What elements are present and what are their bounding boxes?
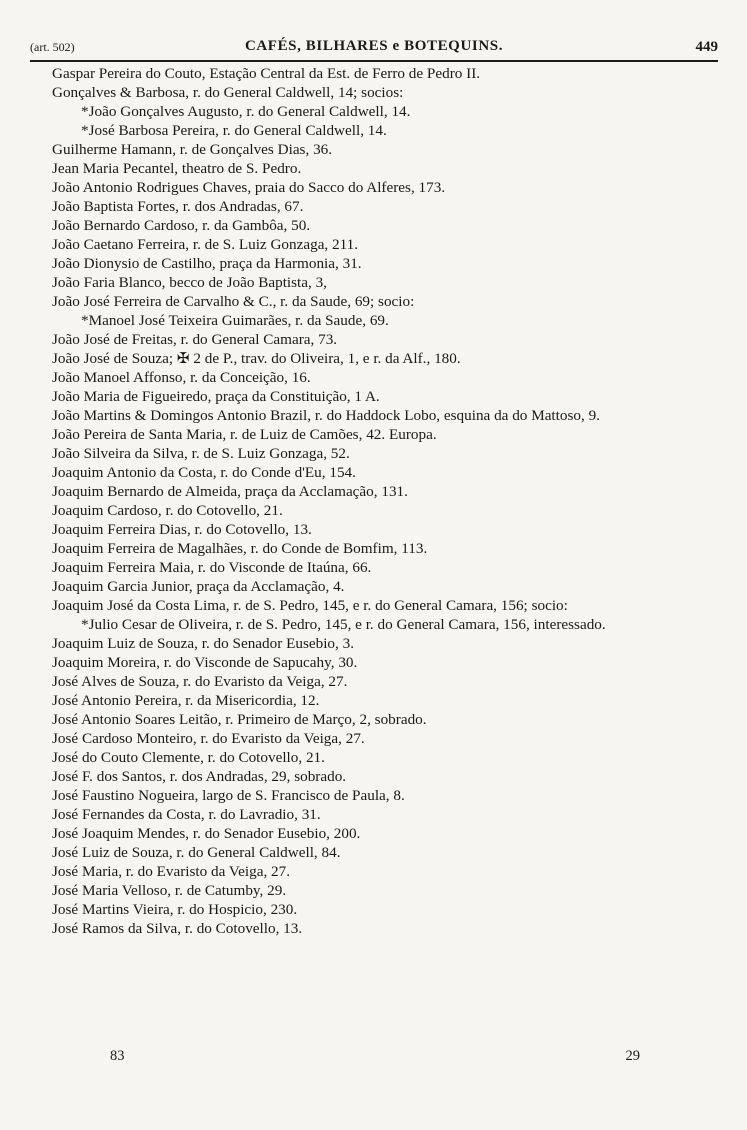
partner-entry: *José Barbosa Pereira, r. do General Caldwell, 14. [81, 122, 387, 139]
directory-entry: José do Couto Clemente, r. do Cotovello, 21. [52, 749, 325, 766]
directory-entry: José Cardoso Monteiro, r. do Evaristo da Veiga, 27. [52, 730, 365, 747]
directory-entry: Jean Maria Pecantel, theatro de S. Pedro. [52, 160, 302, 177]
directory-entry: Joaquim Antonio da Costa, r. do Conde d'Eu, 154. [52, 464, 356, 481]
page-footer [110, 1048, 640, 1070]
directory-entry: Joaquim Garcia Junior, praça da Acclamação, 4. [52, 578, 345, 595]
directory-entry: José Antonio Soares Leitão, r. Primeiro de Março, 2, sobrado. [52, 711, 427, 728]
directory-entry: José Alves de Souza, r. do Evaristo da Veiga, 27. [52, 673, 348, 690]
directory-entry: João Baptista Fortes, r. dos Andradas, 67. [52, 198, 304, 215]
directory-entry: João Faria Blanco, becco de João Baptista, 3, [52, 274, 327, 291]
directory-entry: Joaquim Bernardo de Almeida, praça da Acclamação, 131. [52, 483, 408, 500]
directory-entry: João José de Freitas, r. do General Camara, 73. [52, 331, 338, 348]
directory-entry: José Martins Vieira, r. do Hospicio, 230. [52, 901, 298, 918]
directory-entry: Gonçalves & Barbosa, r. do General Caldwell, 14; socios: [52, 84, 404, 101]
directory-entry: João Bernardo Cardoso, r. da Gambôa, 50. [52, 217, 311, 234]
directory-entry: João José Ferreira de Carvalho & C., r. da Saude, 69; socio: [52, 293, 415, 310]
section-title: CAFÉS, BILHARES e BOTEQUINS. [244, 38, 504, 54]
directory-entry: Joaquim Moreira, r. do Visconde de Sapucahy, 30. [52, 654, 358, 671]
directory-entry: José Ramos da Silva, r. do Cotovello, 13. [52, 920, 303, 937]
directory-entry: João Caetano Ferreira, r. de S. Luiz Gonzaga, 211. [52, 236, 359, 253]
directory-entry: João Antonio Rodrigues Chaves, praia do Sacco do Alferes, 173. [52, 179, 446, 196]
article-reference: (art. 502) [30, 40, 75, 54]
directory-entry: Joaquim Luiz de Souza, r. do Senador Eusebio, 3. [52, 635, 355, 652]
directory-entry: José Fernandes da Costa, r. do Lavradio, 31. [52, 806, 321, 823]
directory-entry: Gaspar Pereira do Couto, Estação Central da Est. de Ferro de Pedro II. [52, 65, 481, 82]
directory-entry: José Luiz de Souza, r. do General Caldwell, 84. [52, 844, 341, 861]
directory-entry: José Antonio Pereira, r. da Misericordia, 12. [52, 692, 320, 709]
directory-entry: João José de Souza; ✠ 2 de P., trav. do Oliveira, 1, e r. da Alf., 180. [52, 350, 461, 367]
directory-entry: Joaquim Ferreira de Magalhães, r. do Conde de Bomfim, 113. [52, 540, 428, 557]
directory-entry: José Faustino Nogueira, largo de S. Francisco de Paula, 8. [52, 787, 405, 804]
page-number: 449 [695, 39, 718, 55]
directory-entry: Joaquim Cardoso, r. do Cotovello, 21. [52, 502, 283, 519]
directory-entry: José Joaquim Mendes, r. do Senador Eusebio, 200. [52, 825, 361, 842]
directory-entry: Joaquim Ferreira Dias, r. do Cotovello, 13. [52, 521, 312, 538]
directory-entry: José F. dos Santos, r. dos Andradas, 29, sobrado. [52, 768, 347, 785]
directory-entry: João Martins & Domingos Antonio Brazil, r. do Haddock Lobo, esquina da do Mattoso, 9. [52, 407, 600, 424]
page-header [30, 38, 718, 62]
directory-entry: João Dionysio de Castilho, praça da Harmonia, 31. [52, 255, 362, 272]
directory-entry: João Silveira da Silva, r. de S. Luiz Gonzaga, 52. [52, 445, 350, 462]
partner-entry: *Manoel José Teixeira Guimarães, r. da Saude, 69. [81, 312, 389, 329]
directory-entry: José Maria Velloso, r. de Catumby, 29. [52, 882, 287, 899]
directory-listing [52, 64, 692, 938]
signature-mark-right: 29 [625, 1048, 640, 1064]
directory-entry: João Maria de Figueiredo, praça da Constituição, 1 A. [52, 388, 380, 405]
directory-entry: Guilherme Hamann, r. de Gonçalves Dias, 36. [52, 141, 333, 158]
partner-entry: *Julio Cesar de Oliveira, r. de S. Pedro, 145, e r. do General Camara, 156, interessado. [81, 616, 606, 633]
directory-entry: José Maria, r. do Evaristo da Veiga, 27. [52, 863, 291, 880]
directory-entry: João Manoel Affonso, r. da Conceição, 16. [52, 369, 311, 386]
directory-entry: João Pereira de Santa Maria, r. de Luiz de Camões, 42. Europa. [52, 426, 437, 443]
partner-entry: *João Gonçalves Augusto, r. do General Caldwell, 14. [81, 103, 411, 120]
directory-entry: Joaquim Ferreira Maia, r. do Visconde de Itaúna, 66. [52, 559, 372, 576]
signature-mark-left: 83 [110, 1048, 125, 1064]
directory-entry: Joaquim José da Costa Lima, r. de S. Pedro, 145, e r. do General Camara, 156; socio: [52, 597, 568, 614]
